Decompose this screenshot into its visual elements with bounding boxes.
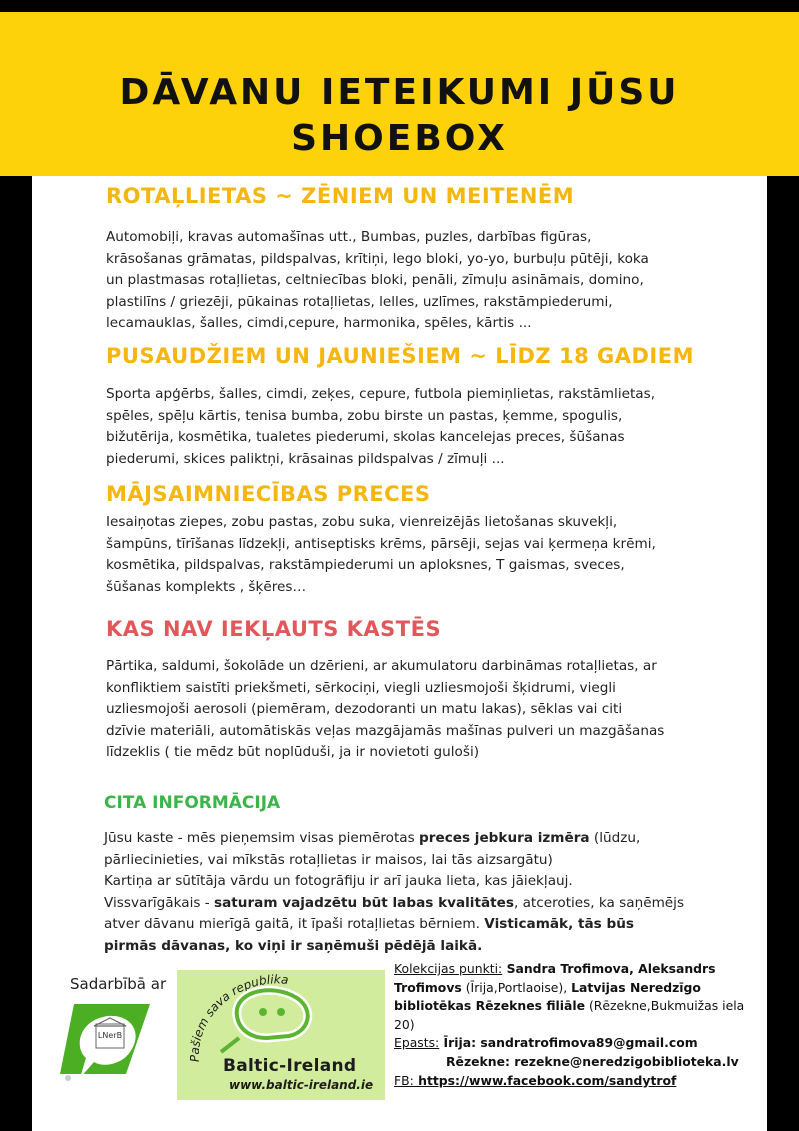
text-run: (Rēzekne,Bukmuižas iela [585, 998, 745, 1014]
text-run: (Īrija,Portlaoise), [461, 979, 572, 995]
text-run-bold: Trofimovs [394, 979, 462, 995]
collection-label: Kolekcijas punkti: [394, 961, 503, 976]
text-line: pārliecinieties, vai mīkstās rotaļlietas ir maisos, lai tās aizsargātu) [104, 851, 553, 868]
text-line: dzīvie materiāli, automātiskās veļas mazgājamās mašīnas pulveri un mazgāšanas [106, 722, 665, 739]
baltic-ireland-logo [177, 970, 385, 1100]
section-heading-teens: PUSAUDŽIEM UN JAUNIEŠIEM ~ LĪDZ 18 GADIEM [106, 344, 694, 368]
text-run-bold: bibliotēkas Rēzeknes filiāle [394, 998, 586, 1014]
partner-label: Sadarbībā ar [70, 975, 167, 993]
text-line: un plastmasas rotaļlietas, celtniecības bloki, penāli, zīmuļu asināmais, domino, [106, 272, 644, 289]
text-line: uzliesmojoši aerosoli (piemēram, dezodoranti un matu lakas), sēklas vai citi [106, 701, 623, 718]
text-line: kosmētika, pildspalvas, rakstāmpiederumi un aploksnes, T gaismas, sveces, [106, 557, 625, 574]
text-line: spēles, spēļu kārtis, tenisa bumba, zobu birste un pastas, ķemme, spogulis, [106, 407, 623, 424]
text-line: bižutērija, kosmētika, tualetes piederumi, skolas kancelejas preces, šūšanas [106, 429, 625, 446]
title-line-2: SHOEBOX [291, 118, 508, 159]
email-ireland[interactable]: Īrija: sandratrofimova89@gmail.com [439, 1035, 698, 1051]
text-run: , atceroties, ka saņēmējs [513, 894, 685, 911]
lnerb-logo-text: LNerB [97, 1031, 123, 1040]
text-line: Pārtika, saldumi, šokolāde un dzērieni, ar akumulatoru darbināmas rotaļlietas, ar [106, 658, 657, 674]
text-line: piederumi, skices paliktņi, krāsainas pildspalvas / zīmuļi ... [106, 450, 505, 467]
text-line: lecamauklas, šalles, cimdi,cepure, harmonika, spēles, kārtis ... [106, 315, 532, 332]
text-line [104, 936, 704, 958]
email-rezekne[interactable]: Rēzekne: rezekne@neredzigobiblioteka.lv [446, 1053, 739, 1069]
text-line: Iesaiņotas ziepes, zobu pastas, zobu suka, vienreizējās lietošanas skuvekļi, [106, 514, 618, 530]
text-run: Jūsu kaste - mēs pieņemsim visas piemērotas [104, 830, 420, 846]
text-line [394, 960, 754, 979]
text-line [394, 1072, 754, 1091]
text-line: konfliktiem saistīti priekšmeti, sērkociņi, viegli uzliesmojoši šķidrumi, viegli [106, 679, 616, 696]
section-text-teens [106, 384, 706, 470]
text-line: līdzeklis ( tie mēdz būt noplūduši, ja ir novietoti guloši) [106, 744, 480, 761]
text-line: krāsošanas grāmatas, pildspalvas, krītiņi, lego bloki, yo-yo, burbuļu pūtēji, koka [106, 250, 649, 267]
facebook-link[interactable]: https://www.facebook.com/sandytrof [413, 1072, 677, 1088]
logo-name: Baltic-Ireland [223, 1056, 357, 1076]
section-heading-other-info: CITA INFORMĀCIJA [104, 793, 281, 813]
text-run-bold: pirmās dāvanas, ko viņi ir saņēmuši pēdējā laikā. [104, 937, 483, 954]
text-line: šampūns, tīrīšanas līdzekļi, antiseptisks krēms, pārsēji, sejas vai ķermeņa krēmi, [106, 535, 656, 552]
logo-arc-text: Pašiem sava republika [187, 972, 290, 1063]
logo-url: www.baltic-ireland.ie [229, 1078, 374, 1092]
title-line-1: DĀVANU IETEIKUMI JŪSU [119, 72, 680, 113]
text-run-bold: Sandra Trofimova, Aleksandrs [502, 961, 716, 976]
text-run-bold: Latvijas Neredzīgo [571, 979, 701, 995]
text-line [394, 997, 754, 1016]
text-run-bold: preces jebkura izmēra [419, 830, 590, 846]
text-run-bold: saturam vajadzētu būt labas kvalitātes [214, 894, 514, 911]
text-line [104, 893, 704, 915]
text-line: 20) [394, 1016, 415, 1032]
text-line: plastilīns / griezēji, pūkainas rotaļlietas, lelles, uzlīmes, rakstāmpiederumi, [106, 293, 613, 310]
section-text-toys [106, 227, 706, 335]
page-title [0, 70, 799, 162]
section-text-not-included [106, 656, 706, 764]
other-info-text [104, 828, 704, 958]
section-text-household [106, 512, 706, 598]
text-line [394, 1053, 754, 1072]
text-run: Vissvarīgākais - [104, 894, 215, 911]
section-heading-not-included: KAS NAV IEKĻAUTS KASTĒS [106, 617, 442, 641]
section-heading-toys: ROTAĻLIETAS ~ ZĒNIEM UN MEITENĒM [106, 184, 575, 208]
fb-label: FB: [394, 1072, 414, 1088]
collection-points [394, 960, 754, 1090]
text-line: šūšanas komplekts , šķēres… [106, 578, 307, 595]
text-line [104, 914, 704, 936]
section-heading-household: MĀJSAIMNIECĪBAS PRECES [106, 482, 431, 506]
email-label: Epasts: [394, 1035, 440, 1051]
text-run-bold: Visticamāk, tās būs [484, 916, 634, 933]
text-line [394, 1034, 754, 1053]
text-line: Sporta apģērbs, šalles, cimdi, zeķes, cepure, futbola piemiņlietas, rakstāmlietas, [106, 386, 656, 402]
text-line: Automobiļi, kravas automašīnas utt., Bumbas, puzles, darbības figūras, [106, 229, 592, 245]
text-line [394, 979, 754, 998]
text-run: atver dāvanu mierīgā gaitā, it īpaši rotaļlietas bērniem. [104, 916, 485, 933]
lnerb-logo [60, 1004, 152, 1084]
text-line [104, 828, 704, 850]
title-banner [0, 12, 799, 176]
text-run: (lūdzu, [589, 830, 641, 846]
text-line: Kartiņa ar sūtītāja vārdu un fotogrāfiju ir arī jauka lieta, kas jāiekļauj. [104, 873, 573, 890]
